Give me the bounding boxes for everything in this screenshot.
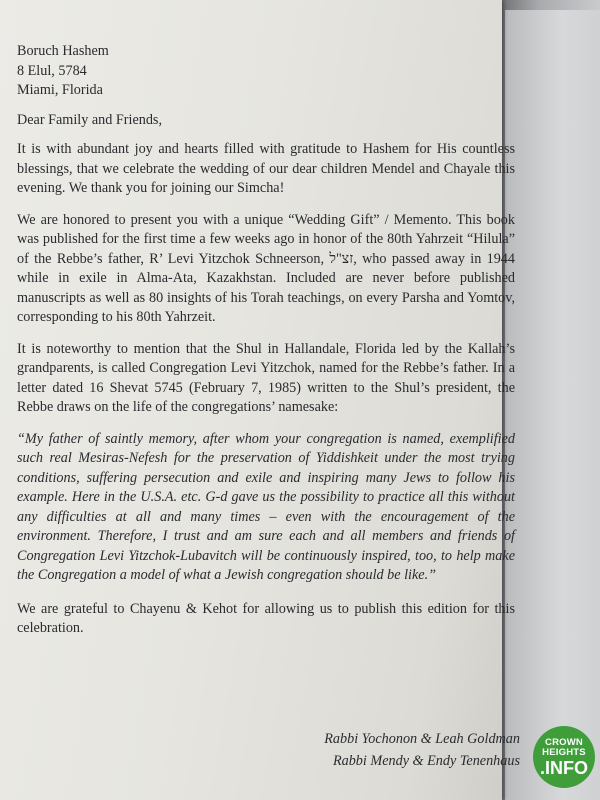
header-line-location: Miami, Florida [17,82,103,98]
paragraph-wedding: It is with abundant joy and hearts filled with gratitude to Hashem for His countless blessings, that we celebrate the wedding of our dear children Mendel and Chayale this evening. We thank you for joining our Simcha! [17,141,515,196]
header-line-date: 8 Elul, 5784 [17,62,87,79]
signature-goldman: Rabbi Yochonon & Leah Goldman [324,731,520,747]
letter-body [17,42,515,639]
paragraph-shul: It is noteworthy to mention that the Shul in Hallandale, Florida led by the Kallah’s grandparents, is called Congregation Levi Yitzchok, named for the Rebbe’s father. In a letter dated 16 Shevat 5745 (February 7, 1985) written to the Shul’s president, the Rebbe draws on the life of the congregations’ namesake: [17,340,515,415]
rebbe-quote: “My father of saintly memory, after whom your congregation is named, exemplified such real Mesiras-Nefesh for the preservation of Yiddishkeit under the most trying conditions, suffering persecution and exile and inspiring many Jews to follow his example. Here in the U.S.A. etc. G-d gave us the possibility to practice all this without any difficulties at all and many times – even with the encouragement of the environment. Therefore, I trust and am sure each and all members and friends of Congregation Levi Yitzchok-Lubavitch will be continuously inspired, too, to help make the Congregation a model of what a Jewish congregation should be like.” [17,430,515,583]
paragraph-thanks: We are grateful to Chayenu & Kehot for allowing us to publish this edition for this celebration. [17,600,515,637]
header-line-greeting: Boruch Hashem [17,43,109,59]
adjacent-page-edge [505,10,600,800]
signature-block [250,728,520,772]
salutation: Dear Family and Friends, [17,111,162,128]
paragraph-gift: We are honored to present you with a unique “Wedding Gift” / Memento. This book was published for the first time a few weeks ago in honor of the 80th Yahrzeit “Hilula” of the Rebbe’s father, R’ Levi Yitzchok Schneerson, זצ"ל, who passed away in 1944 while in exile in Alma-Ata, Kazakhstan. Included are never before published manuscripts as well as 80 insights of his Torah teachings, on every Parsha and Yomtov, corresponding to his 80th Yahrzeit. [17,211,515,325]
signature-tenenhaus: Rabbi Mendy & Endy Tenenhaus [332,753,520,769]
logo-text-crown: CROWN [545,736,583,748]
crownheights-logo [533,726,595,788]
logo-text-heights: HEIGHTS [542,746,586,758]
logo-text-info: .INFO [540,757,588,778]
